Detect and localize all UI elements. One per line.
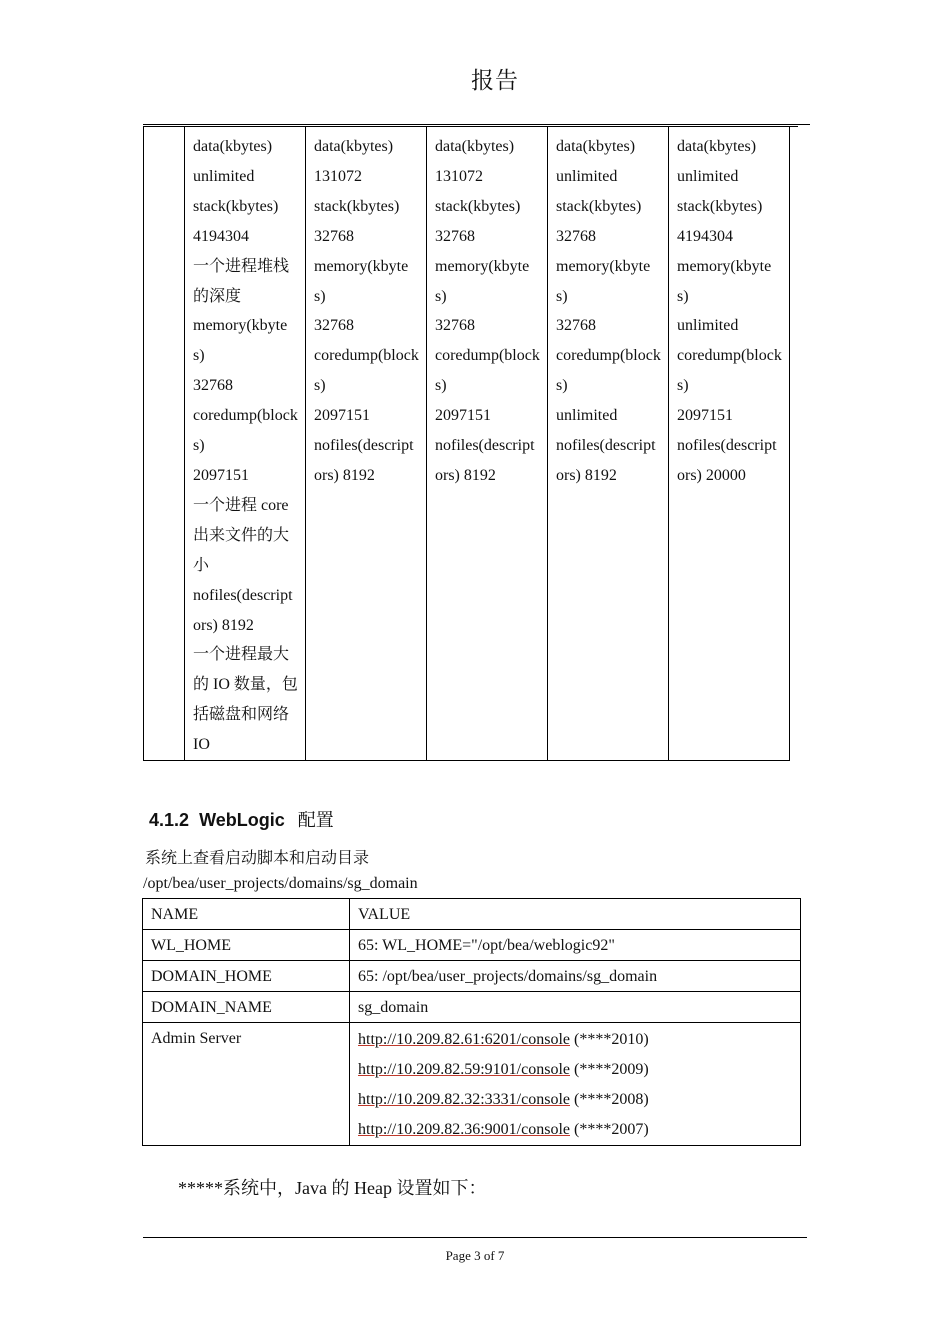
cell-line: 4194304 bbox=[193, 227, 249, 245]
table-row bbox=[143, 961, 801, 992]
cell-line: 2097151 bbox=[193, 466, 249, 484]
cell-line: 32768 bbox=[556, 227, 596, 245]
cell-line: coredump(blocks) bbox=[677, 347, 782, 395]
cell-line: memory(kbytes) bbox=[556, 257, 651, 305]
cell-line: 一个进程最大的 IO 数量，包括磁盘和网络 IO bbox=[193, 646, 298, 754]
cell-line: data(kbytes) bbox=[193, 138, 273, 155]
cell-line: data(kbytes) bbox=[435, 138, 515, 155]
heap-intro-paragraph: *****系统中，Java 的 Heap 设置如下： bbox=[178, 1178, 487, 1198]
domain-path: /opt/bea/user_projects/domains/sg_domain bbox=[143, 875, 418, 892]
console-link[interactable]: http://10.209.82.61:6201/console bbox=[358, 1031, 570, 1048]
cell-line: unlimited bbox=[677, 167, 739, 185]
cell-line: 2097151 bbox=[435, 407, 491, 425]
ulimit-table bbox=[143, 126, 798, 761]
row-name: DOMAIN_NAME bbox=[143, 992, 350, 1023]
cell-line: 131072 bbox=[314, 167, 362, 185]
section-heading bbox=[149, 806, 334, 832]
cell-line: nofiles(descriptors) 8192 bbox=[314, 437, 414, 484]
cell-line: unlimited bbox=[193, 167, 255, 185]
cell-line: nofiles(descriptors) 8192 bbox=[193, 586, 293, 634]
table-row bbox=[143, 930, 801, 961]
console-entry bbox=[358, 1085, 792, 1115]
cell-line: stack(kbytes) bbox=[314, 197, 400, 215]
row-value: 65: /opt/bea/user_projects/domains/sg_domain bbox=[350, 961, 801, 992]
cell-line: 2097151 bbox=[677, 407, 733, 425]
console-note: (****2009) bbox=[570, 1061, 649, 1078]
row-value: 65: WL_HOME="/opt/bea/weblogic92" bbox=[350, 930, 801, 961]
trailing-border-cell bbox=[790, 127, 799, 761]
cell-line: stack(kbytes) bbox=[556, 197, 642, 215]
console-entry bbox=[358, 1055, 792, 1085]
cell-line: 32768 bbox=[435, 227, 475, 245]
table-header-row bbox=[143, 899, 801, 930]
section-title-cn: 配置 bbox=[297, 810, 334, 831]
cell-line: nofiles(descriptors) 8192 bbox=[556, 437, 656, 484]
cell-line: memory(kbytes) bbox=[314, 257, 409, 305]
console-link[interactable]: http://10.209.82.32:3331/console bbox=[358, 1091, 570, 1108]
cell-line: coredump(blocks) bbox=[435, 347, 540, 395]
console-link[interactable]: http://10.209.82.36:9001/console bbox=[358, 1121, 570, 1138]
limits-cell bbox=[306, 127, 427, 761]
cell-line: 32768 bbox=[314, 317, 354, 335]
console-note: (****2007) bbox=[570, 1121, 649, 1138]
row-value: sg_domain bbox=[350, 992, 801, 1023]
column-header-value: VALUE bbox=[350, 899, 801, 930]
cell-line: 32768 bbox=[193, 377, 233, 395]
cell-line: stack(kbytes) bbox=[435, 197, 521, 215]
table-row bbox=[143, 992, 801, 1023]
console-entry bbox=[358, 1115, 792, 1145]
console-note: (****2008) bbox=[570, 1091, 649, 1108]
cell-line: coredump(blocks) bbox=[556, 347, 661, 395]
cell-line: nofiles(descriptors) 8192 bbox=[435, 437, 535, 484]
body-paragraph: 系统上查看启动脚本和启动目录 bbox=[145, 850, 370, 867]
row-name: DOMAIN_HOME bbox=[143, 961, 350, 992]
console-entry bbox=[358, 1025, 792, 1055]
cell-line: unlimited bbox=[556, 167, 618, 185]
cell-line: data(kbytes) bbox=[314, 138, 394, 155]
cell-line: memory(kbytes) bbox=[435, 257, 530, 305]
cell-line: stack(kbytes) bbox=[677, 197, 763, 215]
cell-line: unlimited bbox=[556, 407, 618, 425]
limits-cell bbox=[185, 127, 306, 761]
limits-cell bbox=[548, 127, 669, 761]
section-number: 4.1.2 bbox=[149, 810, 190, 830]
page-number: Page 3 of 7 bbox=[445, 1248, 505, 1263]
row-name: WL_HOME bbox=[143, 930, 350, 961]
cell-line: 32768 bbox=[556, 317, 596, 335]
cell-line: 32768 bbox=[435, 317, 475, 335]
admin-console-list bbox=[350, 1023, 801, 1146]
section-title-en: WebLogic bbox=[199, 810, 285, 830]
table-row-admin bbox=[143, 1023, 801, 1146]
cell-line: memory(kbytes) bbox=[193, 317, 288, 365]
console-link[interactable]: http://10.209.82.59:9101/console bbox=[358, 1061, 570, 1078]
limits-cell bbox=[427, 127, 548, 761]
console-note: (****2010) bbox=[570, 1031, 649, 1048]
cell-line: 一个进程堆栈的深度 bbox=[193, 257, 290, 305]
row-name: Admin Server bbox=[143, 1023, 350, 1146]
column-header-name: NAME bbox=[143, 899, 350, 930]
cell-line: unlimited bbox=[677, 317, 739, 335]
cell-line: 131072 bbox=[435, 167, 483, 185]
cell-line: 2097151 bbox=[314, 407, 370, 425]
cell-line: coredump(blocks) bbox=[193, 407, 298, 455]
header-divider bbox=[143, 124, 810, 125]
cell-line: data(kbytes) bbox=[677, 138, 757, 155]
footer-divider bbox=[143, 1237, 807, 1238]
weblogic-config-table bbox=[142, 898, 801, 1146]
cell-line: data(kbytes) bbox=[556, 138, 636, 155]
cell-line: coredump(blocks) bbox=[314, 347, 419, 395]
page-header-title: 报告 bbox=[471, 68, 519, 93]
limits-cell bbox=[669, 127, 790, 761]
cell-line: nofiles(descriptors) 20000 bbox=[677, 437, 777, 484]
cell-line: 4194304 bbox=[677, 227, 733, 245]
cell-line: 一个进程 core 出来文件的大小 bbox=[193, 496, 290, 574]
table-row bbox=[144, 127, 799, 761]
cell-line: memory(kbytes) bbox=[677, 257, 772, 305]
cell-line: 32768 bbox=[314, 227, 354, 245]
cell-line: stack(kbytes) bbox=[193, 197, 279, 215]
empty-label-cell bbox=[144, 127, 185, 761]
